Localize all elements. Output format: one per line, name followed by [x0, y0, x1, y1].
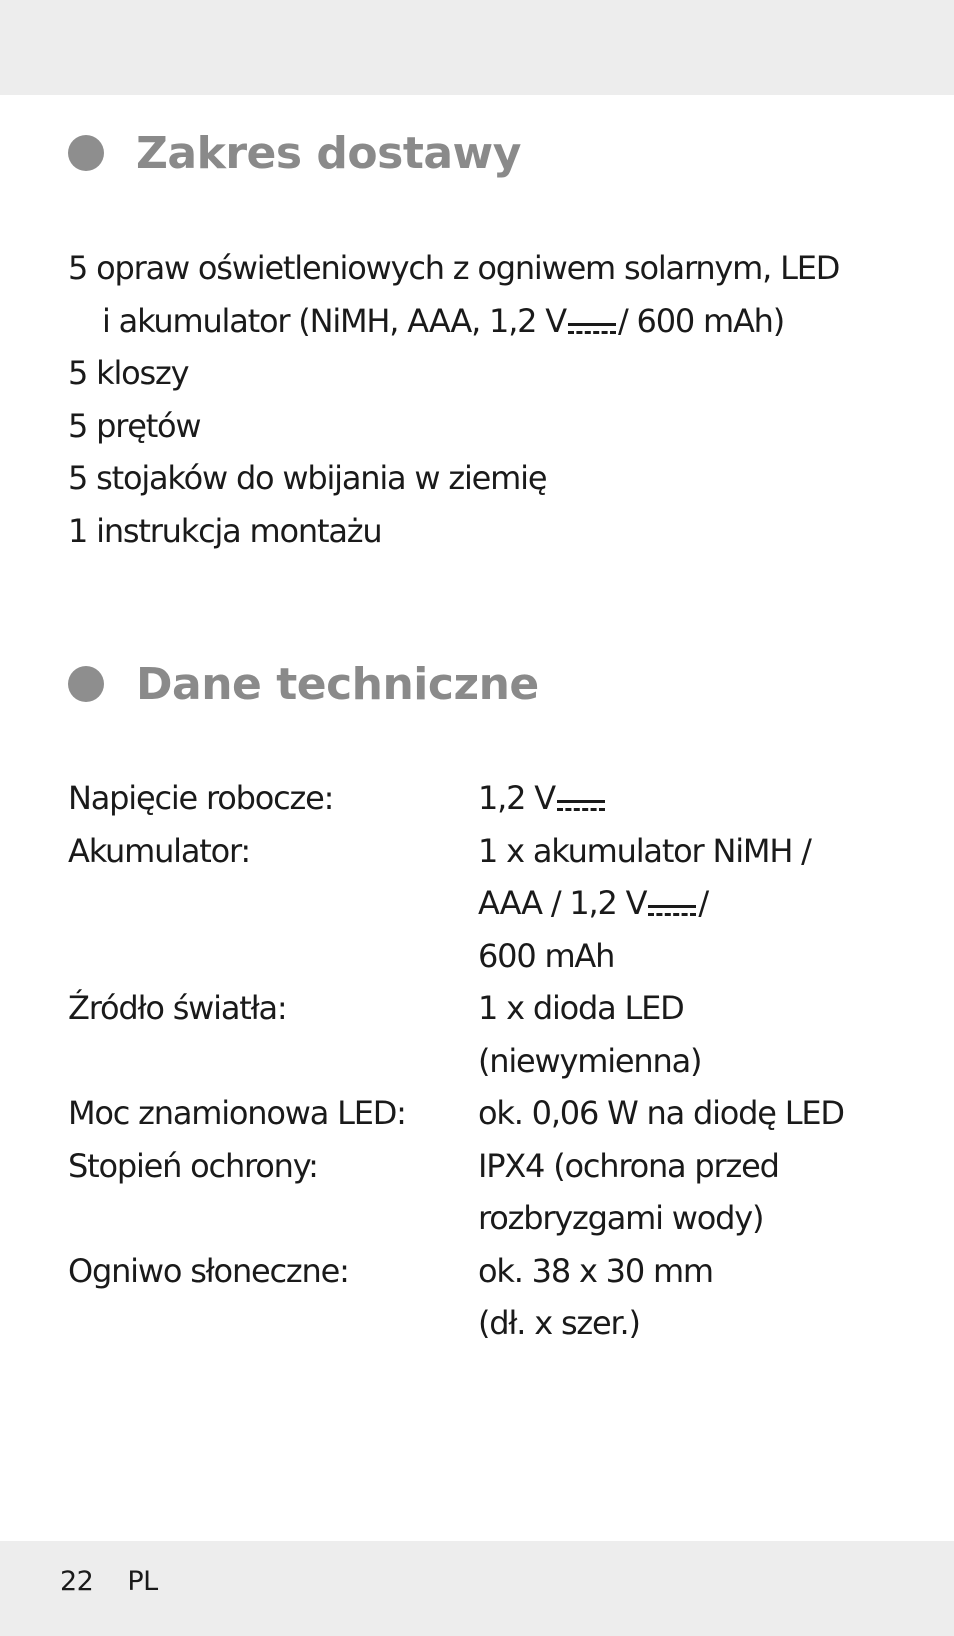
spec-value-line [478, 877, 811, 930]
page-footer [60, 1562, 158, 1602]
spec-value-line: (niewymienna) [478, 1041, 702, 1080]
spec-label: Akumulator: [68, 831, 250, 870]
spec-label: Moc znamionowa LED: [68, 1094, 406, 1132]
top-band [0, 0, 954, 95]
technical-data-table [68, 772, 844, 1350]
list-item-text: i akumulator (NiMH, AAA, 1,2 V [102, 301, 566, 340]
list-item-text: / 600 mAh) [618, 301, 785, 340]
section-title: Dane techniczne [136, 658, 539, 710]
circle-bullet-icon [68, 666, 104, 702]
spec-row-voltage [68, 772, 844, 825]
spec-value-line: ok. 38 x 30 mm [478, 1251, 713, 1290]
spec-value-line: rozbryzgami wody) [478, 1199, 764, 1237]
spec-row-led-power [68, 1087, 844, 1140]
list-item: 5 stojaków do wbijania w ziemię [68, 459, 547, 497]
spec-value-line: IPX4 (ochrona przed [478, 1146, 779, 1185]
delivery-scope-list [68, 242, 839, 557]
spec-value-line: 1 x dioda LED [478, 989, 684, 1027]
list-item-line: 5 opraw oświetleniowych z ogniwem solarnym, LED [68, 249, 840, 287]
spec-value-text: 1,2 V [478, 779, 555, 817]
direct-current-symbol-icon [568, 317, 616, 339]
spec-label: Stopień ochrony: [68, 1146, 318, 1185]
spec-row-light-source [68, 982, 844, 1087]
spec-value [478, 1140, 779, 1245]
list-item-line [68, 295, 839, 348]
spec-value-line: (dł. x szer.) [478, 1304, 640, 1342]
section-heading-scope [68, 118, 521, 188]
spec-value [478, 1245, 713, 1350]
spec-value [478, 825, 811, 983]
section-title: Zakres dostawy [136, 127, 521, 179]
circle-bullet-icon [68, 135, 104, 171]
spec-row-protection [68, 1140, 844, 1245]
spec-label: Napięcie robocze: [68, 779, 334, 817]
spec-value-line: 1 x akumulator NiMH / [478, 831, 811, 870]
direct-current-symbol-icon [557, 795, 605, 817]
spec-value-line: 600 mAh [478, 936, 615, 975]
direct-current-symbol-icon [648, 900, 696, 922]
list-item: 1 instrukcja montażu [68, 511, 382, 550]
spec-value [478, 772, 607, 825]
spec-row-solar-cell [68, 1245, 844, 1350]
spec-label: Źródło światła: [68, 989, 287, 1027]
section-heading-specs [68, 649, 539, 719]
spec-label: Ogniwo słoneczne: [68, 1251, 349, 1290]
list-item: 5 prętów [68, 406, 201, 445]
list-item: 5 kloszy [68, 354, 189, 392]
spec-row-battery [68, 825, 844, 983]
list-item [68, 242, 839, 347]
spec-value-text: / [698, 884, 708, 922]
spec-value: ok. 0,06 W na diodę LED [478, 1094, 844, 1132]
page-number: 22 [60, 1566, 94, 1597]
spec-value-text: AAA / 1,2 V [478, 884, 647, 922]
language-code: PL [127, 1566, 158, 1597]
spec-value [478, 982, 701, 1087]
